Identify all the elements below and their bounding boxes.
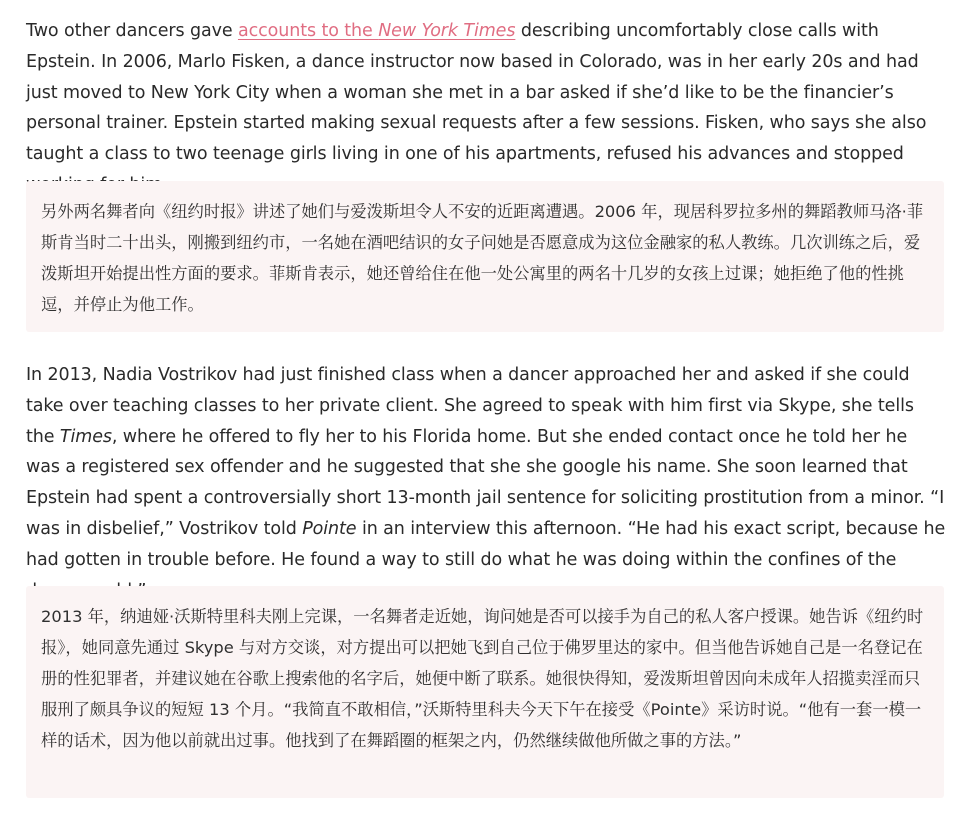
nyt-accounts-link-text: accounts to the <box>237 21 379 41</box>
translation-block-2 <box>26 586 944 798</box>
translation-2-text: 2013 年，纳迪娅·沃斯特里科夫刚上完课，一名舞者走近她，询问她是否可以接手为自己的私人客户授课。她告诉《纽约时报》，她同意先通过 Skype 与对方交谈，对方提出可以把她飞到自己位于佛罗里达的家中。但当他告诉她自己是一名登记在册的性犯罪者，并建议她在谷歌上搜索他的名字后，她便中断了联系。她很快得知，爱泼斯坦曾因向未成年人招揽卖淫而只服刑了颇具争议的短短 13 个月。“我简直不敢相信，”沃斯特里科夫今天下午在接受《Pointe》采访时说。“他有一套一模一样的话术，因为他以前就出过事。他找到了在舞蹈圈的框架之内，仍然继续做他所做之事的方法。” <box>41 607 924 750</box>
paragraph-english-2 <box>26 360 946 606</box>
paragraph-2-part-3: in an interview this afternoon. “He had his exact script, because he had gotten in trouble before. He found a way to still do what he was doing within the confines of the <box>26 518 946 570</box>
paragraph-2-part-1: In 2013, Nadia Vostrikov had just finished class when a dancer approached her and asked if she could take over teaching classes to her private client. She agreed to speak with him first via Skype, she tells the <box>26 365 914 447</box>
paragraph-2-part-2: , where he offered to fly her to his Florida home. But she ended contact once he told her he was a registered sex offender and he suggested that she she google his name. She soon learned that Epstein had spent a controversially short 13-month jail sentence for soliciting prostitution from a minor. “I was in disbelief,” Vostrikov told <box>26 426 945 539</box>
paragraph-english-1 <box>26 16 946 201</box>
nyt-accounts-link[interactable] <box>238 21 515 41</box>
translation-1-text: 另外两名舞者向《纽约时报》讲述了她们与爱泼斯坦令人不安的近距离遭遇。2006 年，现居科罗拉多州的舞蹈教师马洛·菲斯肯当时二十出头，刚搬到纽约市，一名她在酒吧结识的女子问她是否愿意成为这位金融家的私人教练。几次训练之后，爱泼斯坦开始提出性方面的要求。菲斯肯表示，她还曾给住在他一处公寓里的两名十几岁的女孩上过课；她拒绝了他的性挑逗，并停止为他工作。 <box>41 202 924 314</box>
translation-block-1 <box>26 181 944 332</box>
nyt-accounts-link-italic: New York Times <box>378 21 516 41</box>
paragraph-1-text-after-link: describing uncomfortably close calls with Epstein. In 2006, Marlo Fisken, a dance instructor now based in Colorado, was in her early 20s and had just moved to New York City when a woman she met in a bar asked if she’d like to be the financier’s personal trainer. Epstein started making sexual requests after a few sessions. Fisken, who says she also taught a class to two teenage girls living in one of his apartments, refused his advances and stopped <box>26 21 927 165</box>
paragraph-2-italic-times: Times <box>59 426 112 447</box>
paragraph-2-italic-pointe: Pointe <box>302 518 357 539</box>
paragraph-1-text-before-link: Two other dancers gave <box>26 21 238 41</box>
